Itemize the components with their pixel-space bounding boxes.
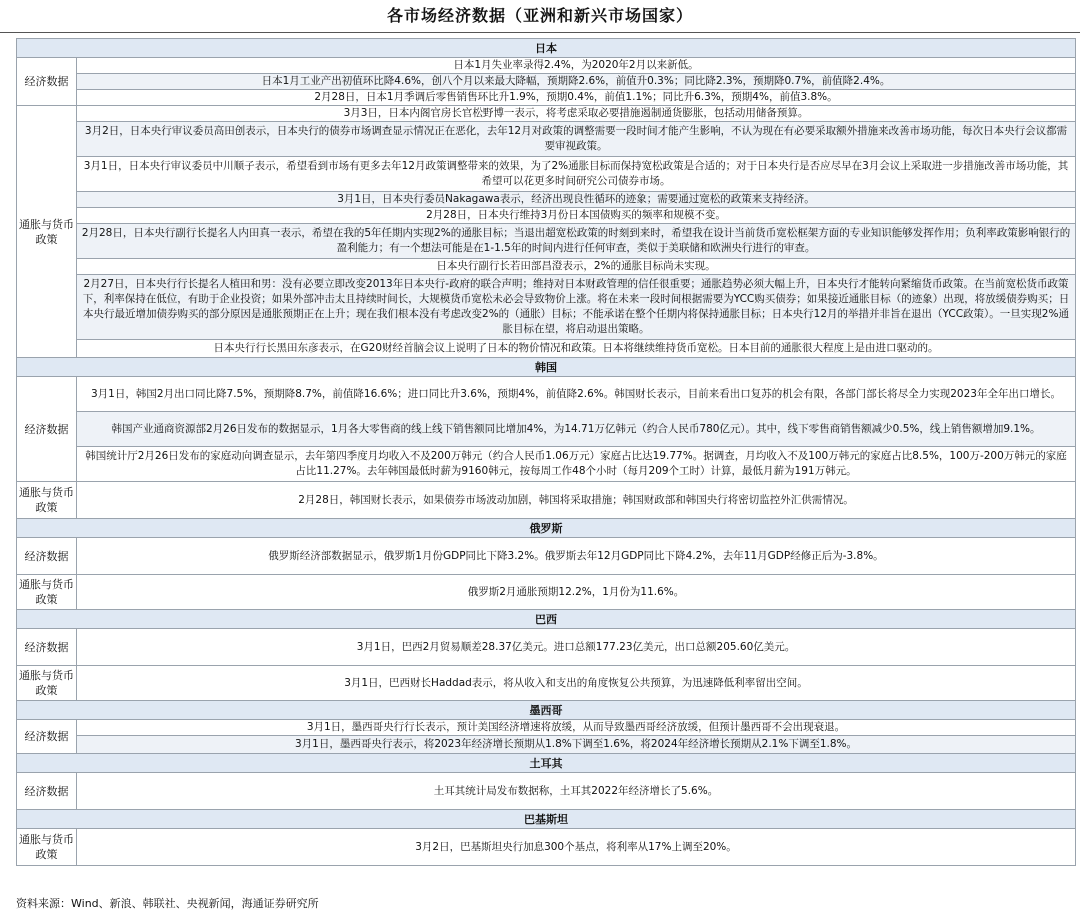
- category-label: 通胀与货币政策: [17, 666, 77, 701]
- table-row: [17, 224, 1076, 259]
- country-header: 巴基斯坦: [17, 810, 1076, 829]
- table-row: [17, 412, 1076, 447]
- table-row: [17, 192, 1076, 208]
- country-header: 日本: [17, 39, 1076, 58]
- country-header-row: [17, 754, 1076, 773]
- news-item: 韩国统计厅2月26日发布的家庭动向调查显示，去年第四季度月均收入不及200万韩元（约合人民币1.06万元）家庭占比达19.77%。据调查，月均收入不及100万韩元的家庭占比8.5%，100万-200万韩元的家庭占比11.27%。去年韩国最低时薪为9160韩元，按每周工作48个小时（每月209个工时）计算，最低月薪为191万韩元。: [77, 447, 1076, 482]
- table-row: [17, 482, 1076, 519]
- news-item: 2月28日，日本央行副行长提名人内田真一表示，希望在我的5年任期内实现2%的通胀目标；当退出超宽松政策的时刻到来时，希望我在设计当前货币宽松框架方面的专业知识能够发挥作用；负利率政策影响银行的盈利能力；有一个想法可能是在1-1.5年的时间内进行任何审查，类似于美联储和欧洲央行进行的审查。: [77, 224, 1076, 259]
- country-header: 韩国: [17, 358, 1076, 377]
- table-row: [17, 629, 1076, 666]
- table-row: [17, 58, 1076, 74]
- news-item: 2月28日，日本1月季调后零售销售环比升1.9%，预期0.4%，前值1.1%；同比升6.3%，预期4%，前值3.8%。: [77, 90, 1076, 106]
- category-label: 通胀与货币政策: [17, 106, 77, 358]
- table-row: [17, 275, 1076, 340]
- news-item: 3月1日，日本央行委员Nakagawa表示，经济出现良性循环的迹象；需要通过宽松的政策来支持经济。: [77, 192, 1076, 208]
- table-row: [17, 377, 1076, 412]
- news-item: 韩国产业通商资源部2月26日发布的数据显示，1月各大零售商的线上线下销售额同比增加4%，为14.71万亿韩元（约合人民币780亿元）。其中，线下零售商销售额减少0.5%，线上销售额增加9.1%。: [77, 412, 1076, 447]
- table-row: [17, 575, 1076, 610]
- page-title: 各市场经济数据（亚洲和新兴市场国家）: [0, 0, 1080, 33]
- news-item: 3月2日，日本央行审议委员高田创表示，日本央行的债券市场调查显示情况正在恶化，去年12月对政策的调整需要一段时间才能产生影响，不认为现在有必要采取额外措施来改善市场功能，每次日本央行会议都需要审视政策。: [77, 122, 1076, 157]
- news-item: 3月1日，墨西哥央行行长表示，预计美国经济增速将放缓，从而导致墨西哥经济放缓，但预计墨西哥不会出现衰退。: [77, 720, 1076, 736]
- data-table: [16, 38, 1076, 866]
- news-item: 日本央行行长黑田东彦表示，在G20财经首脑会议上说明了日本的物价情况和政策。日本将继续维持货币宽松。日本目前的通胀很大程度上是由进口驱动的。: [77, 340, 1076, 358]
- news-item: 2月28日，日本央行维持3月份日本国债购买的频率和规模不变。: [77, 208, 1076, 224]
- news-item: 3月2日，巴基斯坦央行加息300个基点，将利率从17%上调至20%。: [77, 829, 1076, 866]
- table-row: [17, 736, 1076, 754]
- table-row: [17, 90, 1076, 106]
- news-item: 日本央行副行长若田部昌澄表示，2%的通胀目标尚未实现。: [77, 259, 1076, 275]
- news-item: 俄罗斯2月通胀预期12.2%，1月份为11.6%。: [77, 575, 1076, 610]
- table-row: [17, 447, 1076, 482]
- category-label: 经济数据: [17, 629, 77, 666]
- category-label: 经济数据: [17, 538, 77, 575]
- news-item: 3月1日，巴西2月贸易顺差28.37亿美元。进口总额177.23亿美元，出口总额205.60亿美元。: [77, 629, 1076, 666]
- table-row: [17, 157, 1076, 192]
- table-row: [17, 538, 1076, 575]
- category-label: 通胀与货币政策: [17, 575, 77, 610]
- news-item: 俄罗斯经济部数据显示，俄罗斯1月份GDP同比下降3.2%。俄罗斯去年12月GDP同比下降4.2%，去年11月GDP经修正后为-3.8%。: [77, 538, 1076, 575]
- country-header-row: [17, 810, 1076, 829]
- country-header: 土耳其: [17, 754, 1076, 773]
- news-item: 日本1月失业率录得2.4%，为2020年2月以来新低。: [77, 58, 1076, 74]
- table-row: [17, 259, 1076, 275]
- news-item: 日本1月工业产出初值环比降4.6%，创八个月以来最大降幅，预期降2.6%，前值升0.3%；同比降2.3%，预期降0.7%，前值降2.4%。: [77, 74, 1076, 90]
- category-label: 经济数据: [17, 58, 77, 106]
- table-row: [17, 208, 1076, 224]
- news-item: 3月1日，日本央行审议委员中川顺子表示，希望看到市场有更多去年12月政策调整带来的效果，为了2%通胀目标而保持宽松政策是合适的；对于日本央行是否应尽早在3月会议上采取进一步措施改善市场功能，其希望可以花更多时间研究公司债券市场。: [77, 157, 1076, 192]
- news-item: 3月3日，日本内阁官房长官松野博一表示，将考虑采取必要措施遏制通货膨胀，包括动用储备预算。: [77, 106, 1076, 122]
- country-header-row: [17, 39, 1076, 58]
- table-row: [17, 74, 1076, 90]
- table-row: [17, 106, 1076, 122]
- country-header-row: [17, 610, 1076, 629]
- news-item: 3月1日，巴西财长Haddad表示，将从收入和支出的角度恢复公共预算，为迅速降低利率留出空间。: [77, 666, 1076, 701]
- country-header: 俄罗斯: [17, 519, 1076, 538]
- category-label: 通胀与货币政策: [17, 482, 77, 519]
- table-row: [17, 340, 1076, 358]
- country-header-row: [17, 701, 1076, 720]
- news-item: 土耳其统计局发布数据称，土耳其2022年经济增长了5.6%。: [77, 773, 1076, 810]
- table-row: [17, 829, 1076, 866]
- table-row: [17, 773, 1076, 810]
- table-row: [17, 666, 1076, 701]
- news-item: 3月1日，韩国2月出口同比降7.5%，预期降8.7%，前值降16.6%；进口同比升3.6%，预期4%，前值降2.6%。韩国财长表示，目前来看出口复苏的机会有限，各部门部长将尽全力实现2023年全年出口增长。: [77, 377, 1076, 412]
- country-header: 巴西: [17, 610, 1076, 629]
- news-item: 2月28日，韩国财长表示，如果债券市场波动加剧，韩国将采取措施；韩国财政部和韩国央行将密切监控外汇供需情况。: [77, 482, 1076, 519]
- country-header-row: [17, 519, 1076, 538]
- category-label: 经济数据: [17, 377, 77, 482]
- news-item: 3月1日，墨西哥央行表示，将2023年经济增长预期从1.8%下调至1.6%，将2024年经济增长预期从2.1%下调至1.8%。: [77, 736, 1076, 754]
- news-item: 2月27日，日本央行行长提名人植田和男：没有必要立即改变2013年日本央行-政府的联合声明；维持对日本财政管理的信任很重要；通胀趋势必须大幅上升，日本央行才能转向紧缩货币政策。在当前宽松货币政策下，利率保持在低位，有助于企业投资；如果外部冲击太且持续时间长，大规模货币宽松未必会导致物价上涨。将在未来一段时间根据需要为YCC购买债券；如果接近通胀目标（的迹象）出现，将放缓债券购买；日本央行最近增加债券购买的部分原因是通胀预期正在上升；现在我们根本没有考虑改变2%的（通胀）目标；不能承诺在整个任期内将保持通胀目标；日本央行12月的举措并非旨在退出（YCC政策）。一旦实现2%通胀目标在望，将启动退出策略。: [77, 275, 1076, 340]
- category-label: 经济数据: [17, 773, 77, 810]
- category-label: 经济数据: [17, 720, 77, 754]
- source-note: 资料来源：Wind、新浪、韩联社、央视新闻，海通证券研究所: [16, 897, 319, 910]
- category-label: 通胀与货币政策: [17, 829, 77, 866]
- table-row: [17, 122, 1076, 157]
- country-header-row: [17, 358, 1076, 377]
- country-header: 墨西哥: [17, 701, 1076, 720]
- table-row: [17, 720, 1076, 736]
